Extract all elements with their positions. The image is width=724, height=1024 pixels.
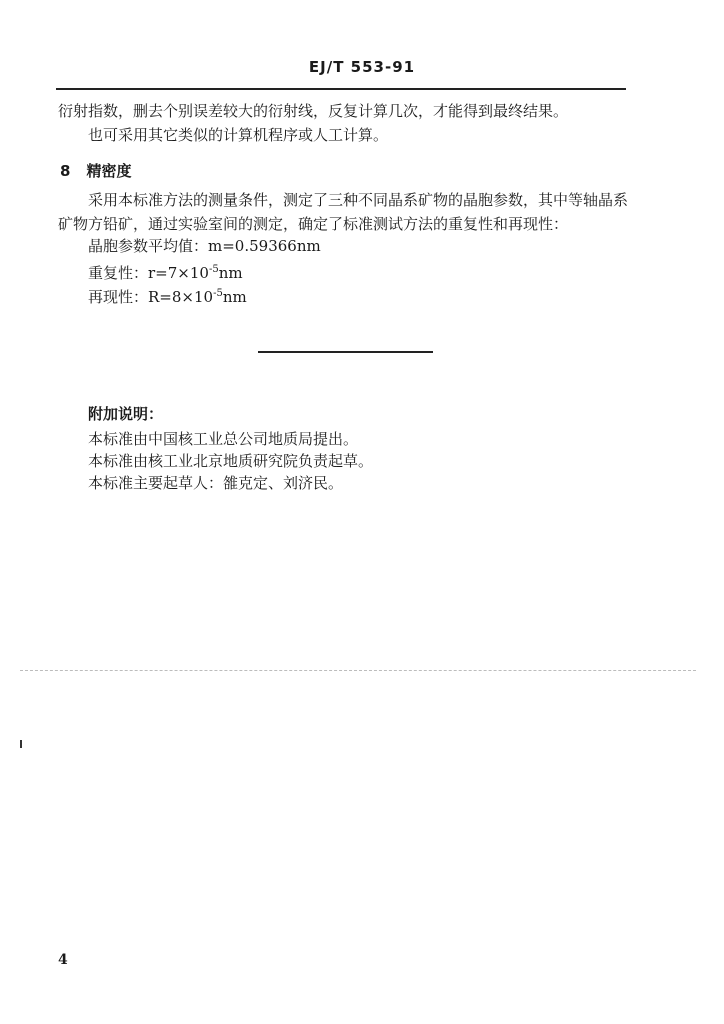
- reproducibility-exponent: -5: [213, 288, 223, 299]
- section-separator: [258, 351, 433, 353]
- repeatability-unit: nm: [218, 264, 243, 282]
- repeatability-label: 重复性：: [88, 264, 149, 282]
- repeatability-value: r=7×10: [148, 264, 209, 282]
- mean-value-line: [88, 236, 321, 256]
- reproducibility-value: R=8×10: [148, 288, 214, 306]
- continued-paragraph-line: 衍射指数，删去个别误差较大的衍射线，反复计算几次，才能得到最终结果。: [58, 102, 569, 120]
- mean-label: 晶胞参数平均值：: [88, 237, 209, 255]
- note-item: 本标准由核工业北京地质研究院负责起草。: [88, 452, 374, 470]
- precision-paragraph-line-2: 矿物方铅矿，通过实验室间的测定，确定了标准测试方法的重复性和再现性：: [58, 215, 569, 233]
- additional-notes-title: 附加说明：: [88, 405, 164, 423]
- page-number: 4: [58, 952, 68, 968]
- document-code-header: EJ/T 553-91: [308, 58, 416, 76]
- section-title: 精密度: [86, 162, 132, 180]
- section-number: 8: [60, 162, 71, 180]
- header-rule: [56, 88, 626, 90]
- alternative-method-line: 也可采用其它类似的计算机程序或人工计算。: [88, 126, 389, 144]
- repeatability-exponent: -5: [208, 264, 219, 275]
- mean-value: m=0.59366nm: [208, 237, 321, 255]
- section-heading: [60, 160, 131, 181]
- note-item: 本标准主要起草人：雒克定、刘济民。: [88, 474, 344, 492]
- scan-artifact-mark: [20, 740, 22, 748]
- precision-paragraph-line-1: 采用本标准方法的测量条件，测定了三种不同晶系矿物的晶胞参数，其中等轴晶系: [88, 191, 629, 209]
- note-item: 本标准由中国核工业总公司地质局提出。: [88, 430, 359, 448]
- reproducibility-label: 再现性：: [88, 288, 149, 306]
- scan-artifact-line: [20, 670, 696, 671]
- reproducibility-unit: nm: [222, 288, 247, 306]
- reproducibility-line: [88, 284, 247, 307]
- repeatability-line: [88, 260, 243, 283]
